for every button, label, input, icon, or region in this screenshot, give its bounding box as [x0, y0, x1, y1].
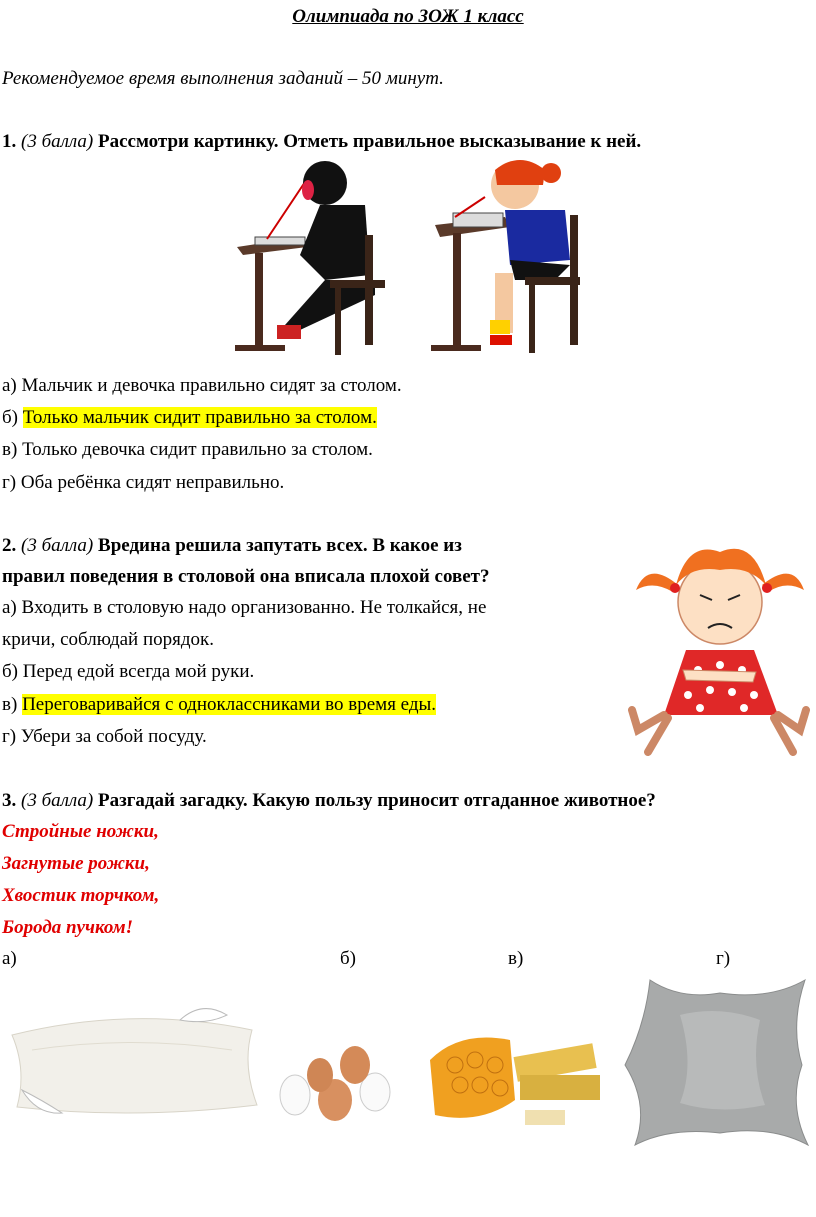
page-title: Олимпиада по ЗОЖ 1 класс — [292, 6, 524, 27]
q1-option-c — [2, 437, 373, 463]
riddle-line-2: Загнутые рожки, — [2, 853, 150, 874]
boy-girl-desk-illustration — [225, 155, 595, 365]
q2-text-line1: Вредина решила запутать всех. В какое из — [98, 535, 462, 556]
q1-points: (3 балла) — [21, 131, 94, 152]
q1-text: Рассмотри картинку. Отметь правильное высказывание к ней. — [98, 131, 642, 152]
goat-hide-image — [620, 975, 812, 1150]
q2-heading — [2, 533, 462, 559]
q1-option-a-letter: а) — [2, 375, 17, 396]
q1-option-b-letter: б) — [2, 407, 18, 428]
q2-number: 2. — [2, 535, 17, 556]
q1-option-a-text: Мальчик и девочка правильно сидят за столом. — [21, 375, 402, 396]
pillow-feathers-image — [2, 995, 264, 1125]
answer-label-d: г) — [716, 948, 731, 969]
q1-option-c-text: Только девочка сидит правильно за столом. — [22, 439, 373, 460]
q2-option-d-text: Убери за собой посуду. — [20, 726, 207, 747]
girl-figure — [431, 160, 580, 353]
q2-option-b-text: Перед едой всегда мой руки. — [22, 661, 255, 682]
answer-label-c: в) — [508, 948, 524, 969]
q2-option-a-letter: а) — [2, 597, 17, 618]
riddle-line-3: Хвостик торчком, — [2, 885, 160, 906]
q1-option-b-text: Только мальчик сидит правильно за столом. — [22, 407, 377, 428]
eggs-image — [275, 1040, 400, 1125]
q2-option-c-letter: в) — [2, 694, 18, 715]
q3-text: Разгадай загадку. Какую пользу приносит отгаданное животное? — [98, 790, 656, 811]
q2-option-d — [2, 724, 207, 750]
subtitle: Рекомендуемое время выполнения заданий – 50 минут. — [2, 68, 444, 89]
q2-text-line2: правил поведения в столовой она вписала плохой совет? — [2, 566, 490, 587]
boy-figure — [235, 161, 385, 355]
riddle-line-4: Борода пучком! — [2, 917, 134, 938]
q2-option-c — [2, 692, 436, 718]
q3-number: 3. — [2, 790, 17, 811]
q1-option-d-letter: г) — [2, 472, 17, 493]
q2-option-a-text: Входить в столовую надо организованно. Не толкайся, не — [21, 597, 487, 618]
riddle-line-1: Стройные ножки, — [2, 821, 159, 842]
grumpy-girl-illustration — [628, 530, 810, 760]
q2-option-b-letter: б) — [2, 661, 18, 682]
q2-option-a-cont: кричи, соблюдай порядок. — [2, 629, 215, 650]
q1-number: 1. — [2, 131, 17, 152]
q2-points: (3 балла) — [21, 535, 94, 556]
q2-option-a — [2, 595, 486, 621]
answer-label-b: б) — [340, 948, 356, 969]
honeycomb-wax-image — [420, 1030, 605, 1135]
q1-heading — [2, 129, 641, 155]
q1-option-c-letter: в) — [2, 439, 18, 460]
q3-points: (3 балла) — [21, 790, 94, 811]
q2-option-b — [2, 659, 254, 685]
q2-option-c-text: Переговаривайся с одноклассниками во время еды. — [22, 694, 437, 715]
q1-option-a — [2, 373, 402, 399]
q3-heading — [2, 788, 656, 814]
q1-option-d — [2, 470, 284, 496]
answer-label-a: а) — [2, 948, 17, 969]
q1-option-d-text: Оба ребёнка сидят неправильно. — [20, 472, 285, 493]
q1-option-b — [2, 405, 377, 431]
q2-option-d-letter: г) — [2, 726, 17, 747]
